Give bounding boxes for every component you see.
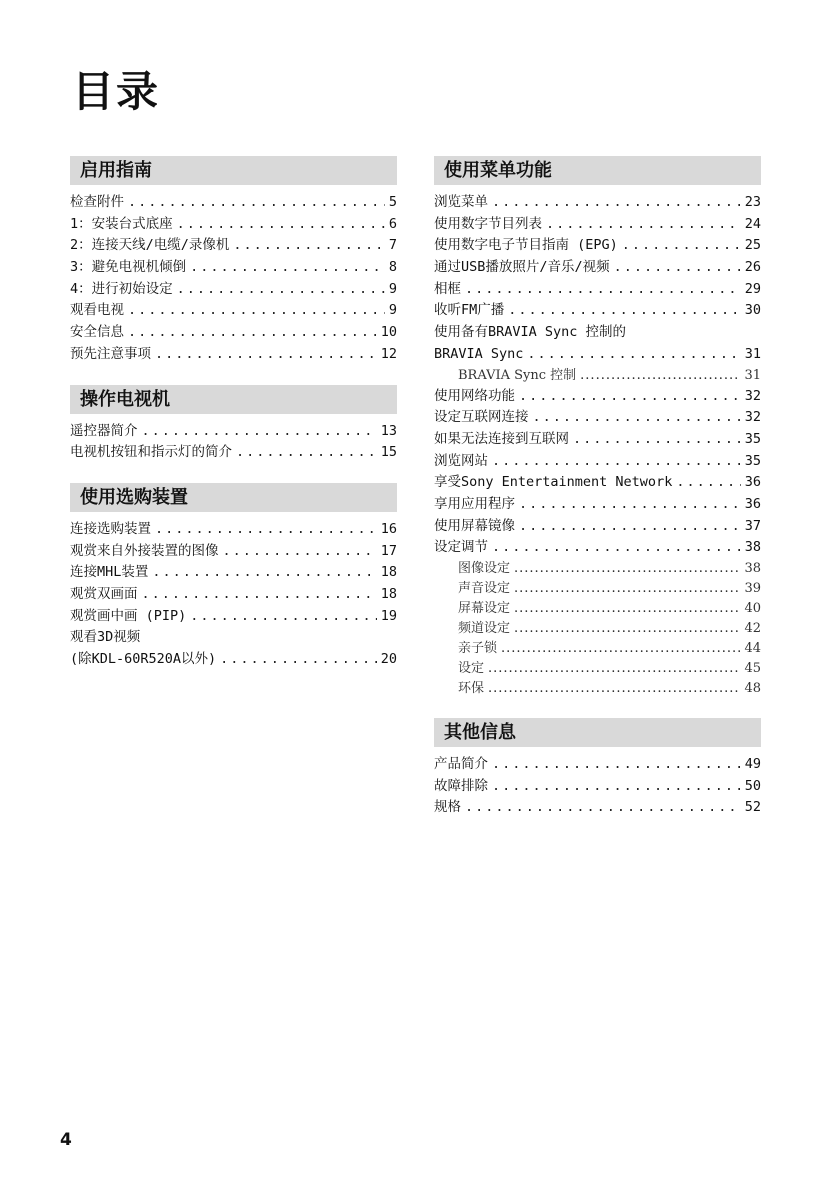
entry-label: 故障排除 (434, 777, 488, 794)
entry-page: 35 (744, 452, 761, 469)
entry-page: 9 (388, 302, 397, 319)
toc-entry[interactable] (434, 754, 761, 776)
entry-page: 18 (380, 564, 397, 581)
entry-page: 26 (744, 259, 761, 276)
entry-page: 19 (380, 607, 397, 624)
toc-entry[interactable] (70, 322, 397, 344)
toc-entry[interactable] (434, 797, 761, 819)
entry-page: 7 (388, 237, 397, 254)
dot-leader (514, 559, 740, 579)
entry-page: 50 (744, 777, 761, 794)
entry-page: 32 (744, 409, 761, 426)
toc-entry[interactable] (434, 214, 761, 236)
entry-label: 亲子锁 (458, 641, 498, 656)
entry-page: 20 (380, 651, 397, 667)
section-heading: 启用指南 (70, 156, 397, 185)
toc-entry[interactable] (434, 494, 761, 516)
entry-label: 规格 (434, 799, 461, 816)
toc-entry[interactable] (70, 235, 397, 257)
dot-leader (177, 214, 385, 236)
toc-section (434, 718, 761, 819)
entry-page: 9 (388, 280, 397, 297)
dot-leader (177, 279, 385, 301)
toc-entry[interactable] (434, 235, 761, 257)
section-heading: 使用菜单功能 (434, 156, 761, 185)
toc-column-right (434, 156, 761, 838)
dot-leader (465, 797, 741, 819)
entry-label: 频道设定 (458, 621, 511, 636)
entry-page: 13 (380, 422, 397, 439)
entry-label: 屏幕设定 (458, 601, 511, 616)
toc-subentry[interactable] (434, 639, 761, 659)
entry-label: 浏览网站 (434, 452, 488, 469)
dot-leader (519, 386, 741, 408)
entry-page: 16 (380, 520, 397, 537)
entry-label: 使用网络功能 (434, 387, 515, 404)
toc-subentry[interactable] (434, 366, 761, 386)
toc-column-left (70, 156, 397, 690)
entry-label: 观看3D视频 (70, 629, 141, 646)
toc-entry[interactable] (70, 606, 397, 628)
toc-section (70, 483, 397, 671)
dot-leader (514, 599, 740, 619)
toc-section (70, 156, 397, 366)
toc-entry[interactable] (70, 214, 397, 236)
section-heading: 操作电视机 (70, 385, 397, 414)
entry-page: 44 (744, 641, 761, 656)
toc-entry[interactable] (70, 257, 397, 279)
entry-page: 37 (744, 517, 761, 534)
section-heading: 使用选购装置 (70, 483, 397, 512)
dot-leader (519, 494, 741, 516)
toc-subentry[interactable] (434, 619, 761, 639)
toc-entry[interactable] (70, 192, 397, 214)
toc-entry[interactable] (70, 649, 397, 671)
dot-leader (492, 192, 741, 214)
entry-label: 环保 (458, 681, 485, 696)
toc-entry[interactable] (434, 776, 761, 798)
entry-page: 48 (744, 681, 761, 696)
toc-entry[interactable] (434, 279, 761, 301)
toc-entry[interactable] (434, 472, 761, 494)
toc-subentry[interactable] (434, 579, 761, 599)
dot-leader (142, 421, 377, 443)
entry-label: 使用备有BRAVIA Sync 控制的 (434, 324, 627, 341)
dot-leader (220, 649, 377, 671)
entry-page: 49 (744, 756, 761, 772)
toc-entry[interactable] (434, 257, 761, 279)
toc-subentry[interactable] (434, 659, 761, 679)
entry-page: 5 (388, 194, 397, 210)
page-title: 目录 (72, 67, 161, 116)
dot-leader (152, 562, 376, 584)
entry-page: 40 (744, 601, 761, 616)
toc-section (70, 385, 397, 464)
toc-subentry[interactable] (434, 559, 761, 579)
dot-leader (492, 754, 741, 776)
entry-label: 观赏画中画 (PIP) (70, 607, 187, 624)
toc-entry[interactable] (434, 516, 761, 538)
entry-label: 1：安装台式底座 (70, 215, 173, 232)
entry-page: 38 (744, 539, 761, 556)
entry-page: 29 (744, 280, 761, 297)
entry-page: 23 (744, 194, 761, 210)
entry-label: 享受Sony Entertainment Network (434, 474, 673, 491)
dot-leader (546, 214, 741, 236)
toc-subentry[interactable] (434, 599, 761, 619)
entry-label: 设定 (458, 661, 485, 676)
dot-leader (614, 257, 741, 279)
dot-leader (573, 429, 741, 451)
entry-page: 18 (380, 585, 397, 602)
page-number: 4 (60, 1130, 72, 1150)
entry-label: 观看电视 (70, 302, 124, 319)
entry-label: 观赏来自外接装置的图像 (70, 542, 219, 559)
toc-subentry[interactable] (434, 679, 761, 699)
entry-label: 使用屏幕镜像 (434, 517, 515, 534)
dot-leader (128, 322, 377, 344)
entry-page: 32 (744, 387, 761, 404)
toc-entry[interactable] (70, 442, 397, 464)
entry-label: 检查附件 (70, 194, 124, 210)
entry-page: 24 (744, 215, 761, 232)
entry-page: 10 (380, 324, 397, 341)
entry-page: 38 (744, 561, 761, 576)
dot-leader (501, 639, 740, 659)
section-heading: 其他信息 (434, 718, 761, 747)
dot-leader (492, 451, 741, 473)
toc-entry[interactable] (70, 421, 397, 443)
entry-label: (除KDL-60R520A以外) (70, 651, 217, 667)
toc-entry[interactable] (70, 344, 397, 366)
toc-entry[interactable] (434, 537, 761, 559)
dot-leader (527, 344, 740, 366)
entry-page: 15 (380, 444, 397, 461)
dot-leader (622, 235, 741, 257)
toc-entry-wrapped-line[interactable] (70, 627, 397, 649)
dot-leader (155, 344, 377, 366)
entry-page: 17 (380, 542, 397, 559)
toc-entry[interactable] (434, 344, 761, 366)
entry-label: 连接MHL装置 (70, 564, 149, 581)
entry-label: 通过USB播放照片/音乐/视频 (434, 259, 610, 276)
entry-page: 39 (744, 581, 761, 596)
entry-label: 2：连接天线/电缆/录像机 (70, 237, 230, 254)
entry-label: 使用数字电子节目指南 (EPG) (434, 237, 618, 254)
toc-entry[interactable] (70, 300, 397, 322)
dot-leader (236, 442, 377, 464)
toc-entry[interactable] (434, 407, 761, 429)
dot-leader (223, 541, 377, 563)
entry-label: 收听FM广播 (434, 302, 505, 319)
entry-label: 图像设定 (458, 561, 511, 576)
entry-label: 电视机按钮和指示灯的简介 (70, 444, 232, 461)
entry-page: 12 (380, 345, 397, 362)
entry-page: 31 (744, 367, 761, 383)
toc-entry[interactable] (70, 541, 397, 563)
dot-leader (676, 472, 740, 494)
dot-leader (128, 300, 385, 322)
dot-leader (128, 192, 385, 214)
toc-entry[interactable] (70, 562, 397, 584)
entry-label: 预先注意事项 (70, 345, 151, 362)
toc-entry[interactable] (434, 429, 761, 451)
dot-leader (514, 579, 740, 599)
toc-entry[interactable] (70, 584, 397, 606)
entry-page: 35 (744, 430, 761, 447)
dot-leader (533, 407, 741, 429)
entry-label: 享用应用程序 (434, 495, 515, 512)
entry-label: 观赏双画面 (70, 585, 138, 602)
dot-leader (155, 519, 377, 541)
entry-page: 6 (388, 215, 397, 232)
dot-leader (514, 619, 740, 639)
toc-entry[interactable] (434, 386, 761, 408)
toc-entry[interactable] (434, 300, 761, 322)
entry-label: 设定调节 (434, 539, 488, 556)
dot-leader (508, 300, 740, 322)
entry-label: 连接选购装置 (70, 520, 151, 537)
toc-entry[interactable] (70, 519, 397, 541)
dot-leader (465, 279, 741, 301)
entry-label: BRAVIA Sync (434, 345, 524, 362)
entry-label: 产品简介 (434, 756, 488, 772)
entry-label: 浏览菜单 (434, 194, 488, 210)
entry-label: 遥控器简介 (70, 422, 138, 439)
toc-section (434, 156, 761, 699)
entry-label: 使用数字节目列表 (434, 215, 542, 232)
dot-leader (488, 659, 740, 679)
entry-page: 42 (744, 621, 761, 636)
dot-leader (580, 366, 740, 386)
dot-leader (519, 516, 741, 538)
entry-label: BRAVIA Sync 控制 (458, 367, 577, 383)
entry-page: 52 (744, 799, 761, 816)
entry-label: 安全信息 (70, 324, 124, 341)
entry-page: 31 (744, 345, 761, 362)
toc-entry[interactable] (434, 192, 761, 214)
toc-entry[interactable] (434, 451, 761, 473)
dot-leader (492, 537, 741, 559)
entry-label: 4：进行初始设定 (70, 280, 173, 297)
entry-label: 相框 (434, 280, 461, 297)
dot-leader (488, 679, 740, 699)
entry-page: 36 (744, 474, 761, 491)
entry-page: 45 (744, 661, 761, 676)
entry-page: 36 (744, 495, 761, 512)
toc-entry[interactable] (70, 279, 397, 301)
entry-label: 设定互联网连接 (434, 409, 529, 426)
dot-leader (233, 235, 384, 257)
dot-leader (492, 776, 741, 798)
entry-page: 25 (744, 237, 761, 254)
dot-leader (190, 606, 376, 628)
entry-label: 如果无法连接到互联网 (434, 430, 569, 447)
dot-leader (190, 257, 385, 279)
entry-page: 8 (388, 259, 397, 276)
entry-label: 3：避免电视机倾倒 (70, 259, 187, 276)
dot-leader (142, 584, 377, 606)
entry-page: 30 (744, 302, 761, 319)
toc-entry-wrapped-line[interactable] (434, 322, 761, 344)
entry-label: 声音设定 (458, 581, 511, 596)
